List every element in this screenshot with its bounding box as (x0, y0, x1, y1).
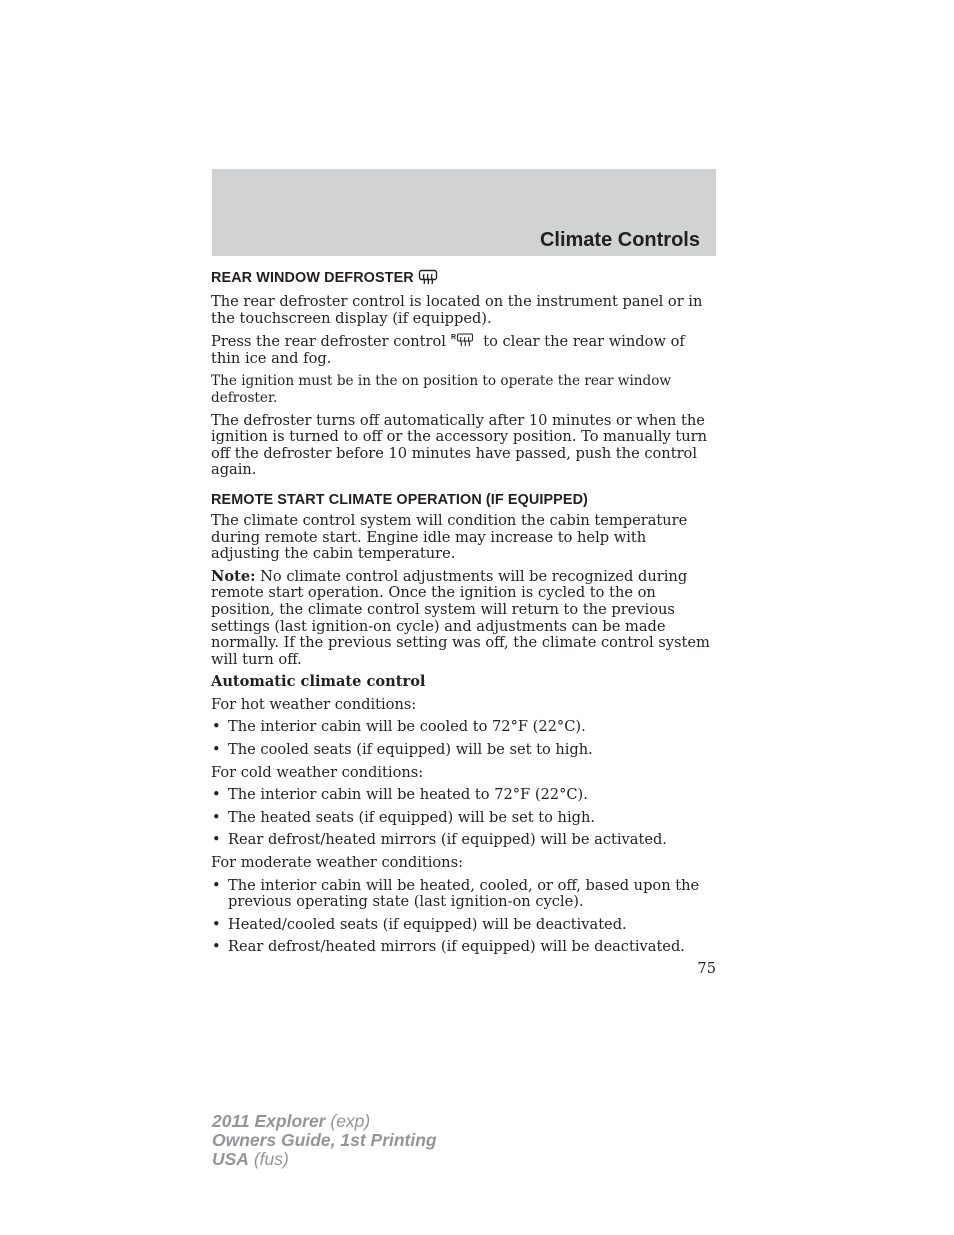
press-text-after: to clear the rear window of thin ice and fog. (211, 333, 685, 367)
note-label: Note: (211, 567, 256, 585)
rear-defroster-icon (451, 333, 479, 347)
document-footer (212, 1112, 437, 1169)
footer-model: 2011 Explorer (212, 1111, 326, 1131)
page-number: 75 (697, 960, 716, 977)
section-header-band (212, 169, 716, 256)
list-item: • The interior cabin will be cooled to 72°F (22°C). (211, 719, 717, 736)
hot-weather-list (211, 719, 717, 758)
section-heading-rear-window-defroster (211, 269, 717, 290)
note-text: No climate control adjustments will be recognized during remote start operation. Once the ignition is cycled to the on position, the climate control system will return to the previous settings (last ignition-on cycle) and adjustments can be made normally. If the previous setting was off, the climate control system will turn off. (211, 567, 710, 668)
list-item: • Rear defrost/heated mirrors (if equipped) will be deactivated. (211, 939, 717, 956)
list-item: • Heated/cooled seats (if equipped) will be deactivated. (211, 917, 717, 934)
press-text-before: Press the rear defroster control (211, 333, 446, 351)
footer-market-code: (fus) (248, 1149, 289, 1169)
paragraph-note (211, 569, 717, 669)
subheading-automatic-climate-control: Automatic climate control (211, 673, 426, 691)
footer-line-printing: Owners Guide, 1st Printing (212, 1130, 437, 1150)
footer-line-market (212, 1150, 437, 1169)
cold-weather-list (211, 787, 717, 849)
list-item: • The interior cabin will be heated to 72°F (22°C). (211, 787, 717, 804)
section-heading-remote-start: REMOTE START CLIMATE OPERATION (IF EQUIPPED) (211, 491, 588, 508)
chapter-title: Climate Controls (539, 229, 700, 251)
list-item: • The interior cabin will be heated, cooled, or off, based upon the previous operating state (last ignition-on cycle). (211, 878, 717, 911)
list-item: • The heated seats (if equipped) will be set to high. (211, 810, 717, 827)
paragraph-remote-start-intro: The climate control system will condition the cabin temperature during remote start. Engine idle may increase to help with adjusting the cabin temperature. (211, 511, 688, 563)
moderate-weather-intro: For moderate weather conditions: (211, 854, 463, 872)
page-content (211, 267, 717, 962)
list-item: • Rear defrost/heated mirrors (if equipped) will be activated. (211, 832, 717, 849)
footer-line-model (212, 1112, 437, 1131)
paragraph-auto-off: The defroster turns off automatically after 10 minutes or when the ignition is turned to off or the accessory position. To manually turn off the defroster before 10 minutes have passed, push the control again. (211, 411, 708, 479)
heading-text: REAR WINDOW DEFROSTER (211, 270, 414, 286)
svg-text:R: R (450, 334, 456, 342)
rear-defroster-icon (418, 269, 438, 290)
cold-weather-intro: For cold weather conditions: (211, 763, 424, 781)
hot-weather-intro: For hot weather conditions: (211, 695, 417, 713)
footer-model-code: (exp) (325, 1111, 371, 1131)
footer-market: USA (212, 1149, 249, 1169)
paragraph-press-control (211, 333, 717, 367)
list-item: • The cooled seats (if equipped) will be set to high. (211, 742, 717, 759)
paragraph-ignition-requirement: The ignition must be in the on position to operate the rear window defroster. (211, 373, 672, 406)
moderate-weather-list (211, 878, 717, 956)
paragraph-defroster-location: The rear defroster control is located on the instrument panel or in the touchscreen display (if equipped). (211, 293, 703, 327)
